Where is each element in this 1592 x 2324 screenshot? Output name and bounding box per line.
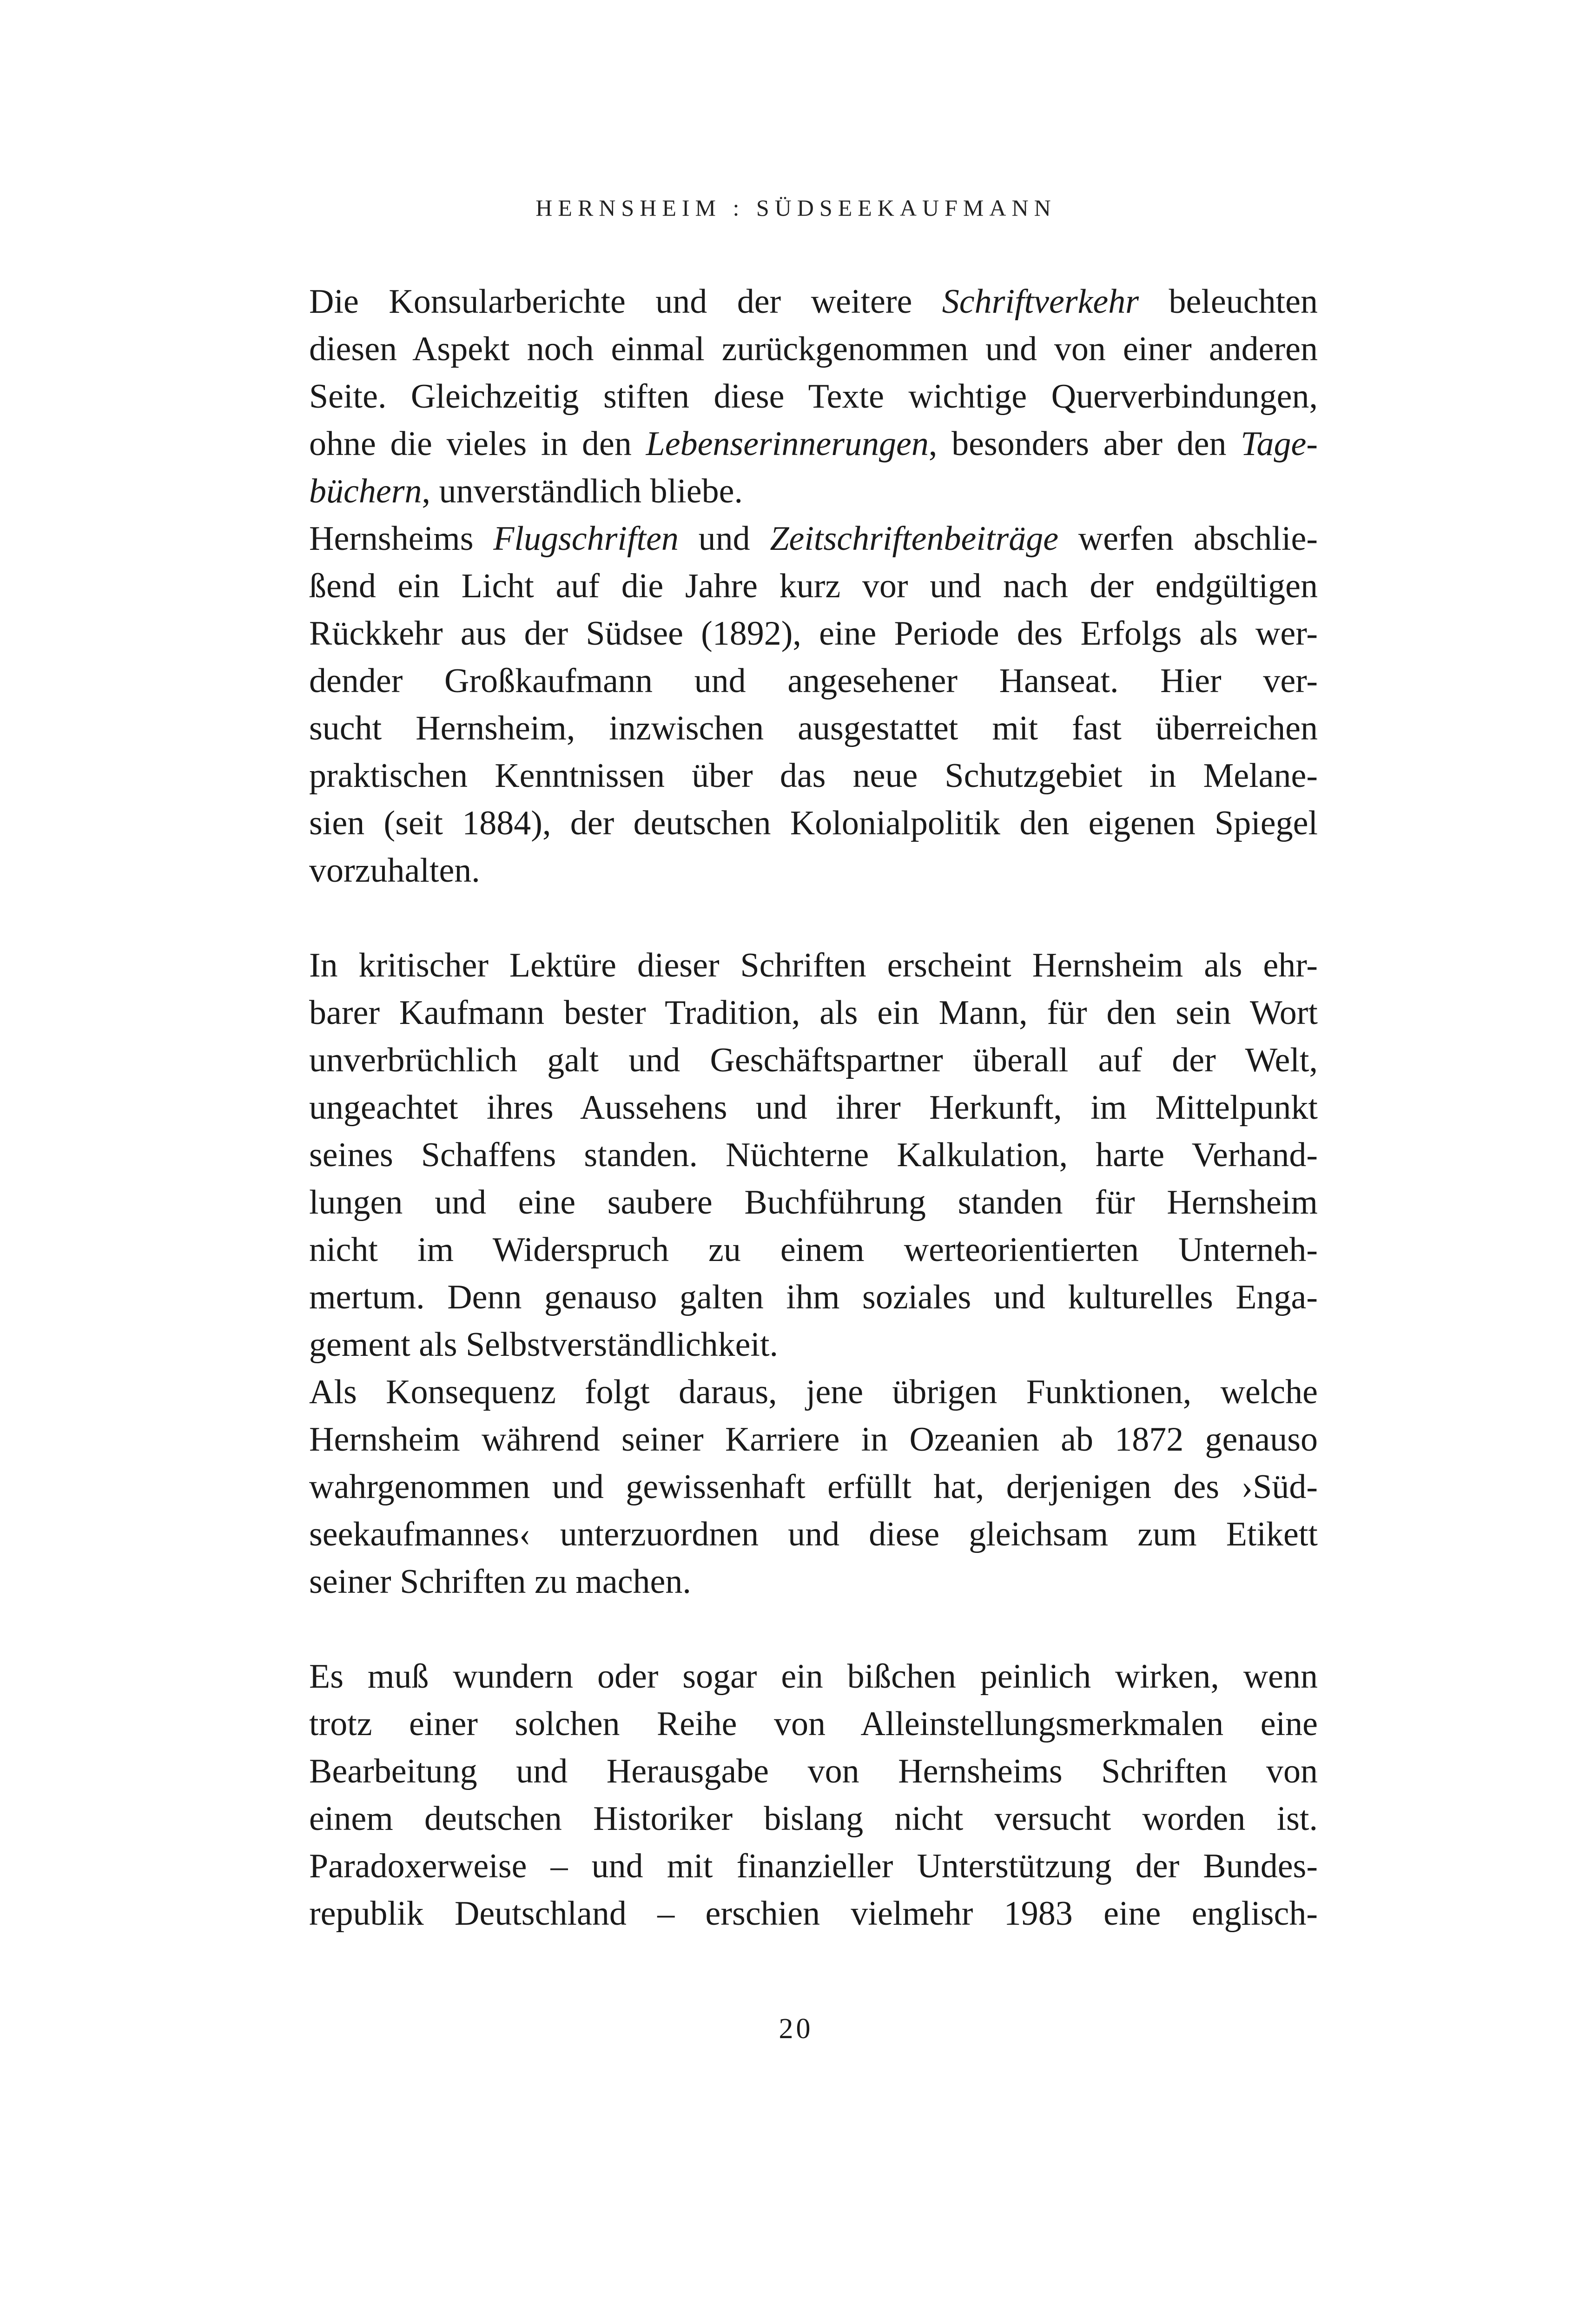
text-run: unverbrüchlich galt und Geschäftspartner überall auf der Welt, — [309, 1041, 1318, 1079]
text-line — [309, 1274, 1318, 1321]
text-run: beleuchten — [1139, 283, 1318, 321]
text-line — [309, 752, 1318, 799]
text-run: werfen abschlie- — [1058, 520, 1318, 558]
text-line — [309, 1037, 1318, 1084]
text-line — [309, 1368, 1318, 1416]
text-line — [309, 705, 1318, 752]
text-line — [309, 1179, 1318, 1226]
paragraph-gap — [309, 894, 1318, 942]
page-number: 20 — [779, 2013, 813, 2045]
text-run: Hernsheim während seiner Karriere in Ozeanien ab 1872 genauso — [309, 1420, 1318, 1459]
text-line — [309, 799, 1318, 847]
text-run: Bearbeitung und Herausgabe von Hernsheims Schriften von — [309, 1752, 1318, 1790]
text-line — [309, 1084, 1318, 1131]
text-run: sucht Hernsheim, inzwischen ausgestattet mit fast überreichen — [309, 709, 1318, 747]
italic-title: Schriftverkehr — [942, 283, 1139, 321]
italic-title: büchern — [309, 472, 422, 510]
text-line — [309, 942, 1318, 989]
paragraph — [309, 1368, 1318, 1605]
text-run: und — [678, 520, 770, 558]
text-run: seines Schaffens standen. Nüchterne Kalkulation, harte Verhand- — [309, 1136, 1318, 1174]
text-run: ungeachtet ihres Aussehens und ihrer Herkunft, im Mittelpunkt — [309, 1089, 1318, 1127]
paragraph — [309, 278, 1318, 515]
text-run: ßend ein Licht auf die Jahre kurz vor und nach der endgültigen — [309, 567, 1318, 605]
paragraph — [309, 515, 1318, 894]
text-run: gement als Selbstverständlichkeit. — [309, 1326, 779, 1364]
text-line — [309, 1416, 1318, 1463]
text-line — [309, 610, 1318, 657]
italic-title: Flugschriften — [493, 520, 679, 558]
text-line — [309, 1558, 1318, 1605]
text-run: , besonders aber den — [928, 425, 1241, 463]
text-line — [309, 1748, 1318, 1795]
text-run: ohne die vieles in den — [309, 425, 646, 463]
text-line — [309, 420, 1318, 468]
text-run: , unverständlich bliebe. — [422, 472, 743, 510]
text-line — [309, 515, 1318, 562]
text-run: vorzuhalten. — [309, 852, 480, 890]
text-run: trotz einer solchen Reihe von Alleinstellungsmerkmalen eine — [309, 1705, 1318, 1743]
italic-title: Lebenserinnerungen — [646, 425, 929, 463]
text-line — [309, 1321, 1318, 1368]
text-run: mertum. Denn genauso galten ihm soziales und kulturelles Enga- — [309, 1278, 1318, 1316]
text-run: Hernsheims — [309, 520, 494, 558]
running-head: HERNSHEIM : SÜDSEEKAUFMANN — [535, 195, 1057, 221]
text-run: Die Konsularberichte und der weitere — [309, 283, 942, 321]
text-run: Es muß wundern oder sogar ein bißchen peinlich wirken, wenn — [309, 1657, 1318, 1696]
text-line — [309, 1226, 1318, 1274]
text-line — [309, 1511, 1318, 1558]
italic-title: Zeitschriftenbeiträge — [770, 520, 1059, 558]
text-line — [309, 562, 1318, 610]
body-text — [309, 278, 1318, 1937]
text-line — [309, 1653, 1318, 1700]
text-run: seekaufmannes‹ unterzuordnen und diese gleichsam zum Etikett — [309, 1515, 1318, 1553]
text-run: einem deutschen Historiker bislang nicht versucht worden ist. — [309, 1800, 1318, 1838]
text-run: barer Kaufmann bester Tradition, als ein Mann, für den sein Wort — [309, 994, 1318, 1032]
text-line — [309, 373, 1318, 420]
text-run: dender Großkaufmann und angesehener Hanseat. Hier ver- — [309, 662, 1318, 700]
paragraph — [309, 942, 1318, 1368]
text-line — [309, 1795, 1318, 1842]
text-run: Als Konsequenz folgt daraus, jene übrigen Funktionen, welche — [309, 1373, 1318, 1411]
text-run: seiner Schriften zu machen. — [309, 1563, 691, 1601]
text-run: lungen und eine saubere Buchführung standen für Hernsheim — [309, 1183, 1318, 1221]
text-run: Paradoxerweise – und mit finanzieller Unterstützung der Bundes- — [309, 1847, 1318, 1885]
text-line — [309, 847, 1318, 894]
text-run: diesen Aspekt noch einmal zurückgenommen und von einer anderen — [309, 330, 1318, 368]
text-line — [309, 1463, 1318, 1511]
text-run: republik Deutschland – erschien vielmehr 1983 eine englisch- — [309, 1895, 1318, 1933]
text-line — [309, 1700, 1318, 1748]
text-line — [309, 657, 1318, 705]
text-line — [309, 278, 1318, 325]
text-run: nicht im Widerspruch zu einem werteorientierten Unterneh- — [309, 1231, 1318, 1269]
text-run: praktischen Kenntnissen über das neue Schutzgebiet in Melane- — [309, 757, 1318, 795]
text-run: Seite. Gleichzeitig stiften diese Texte wichtige Querverbindungen, — [309, 377, 1318, 416]
text-run: Rückkehr aus der Südsee (1892), eine Periode des Erfolgs als wer- — [309, 614, 1318, 653]
italic-title: Tage- — [1241, 425, 1318, 463]
text-run: sien (seit 1884), der deutschen Kolonialpolitik den eigenen Spiegel — [309, 804, 1318, 842]
text-line — [309, 1890, 1318, 1937]
text-line — [309, 1842, 1318, 1890]
paragraph — [309, 1653, 1318, 1937]
text-run: In kritischer Lektüre dieser Schriften erscheint Hernsheim als ehr- — [309, 946, 1318, 984]
text-line — [309, 325, 1318, 373]
text-line — [309, 1131, 1318, 1179]
text-line — [309, 989, 1318, 1037]
text-line — [309, 468, 1318, 515]
text-run: wahrgenommen und gewissenhaft erfüllt hat, derjenigen des ›Süd- — [309, 1468, 1318, 1506]
paragraph-gap — [309, 1605, 1318, 1653]
